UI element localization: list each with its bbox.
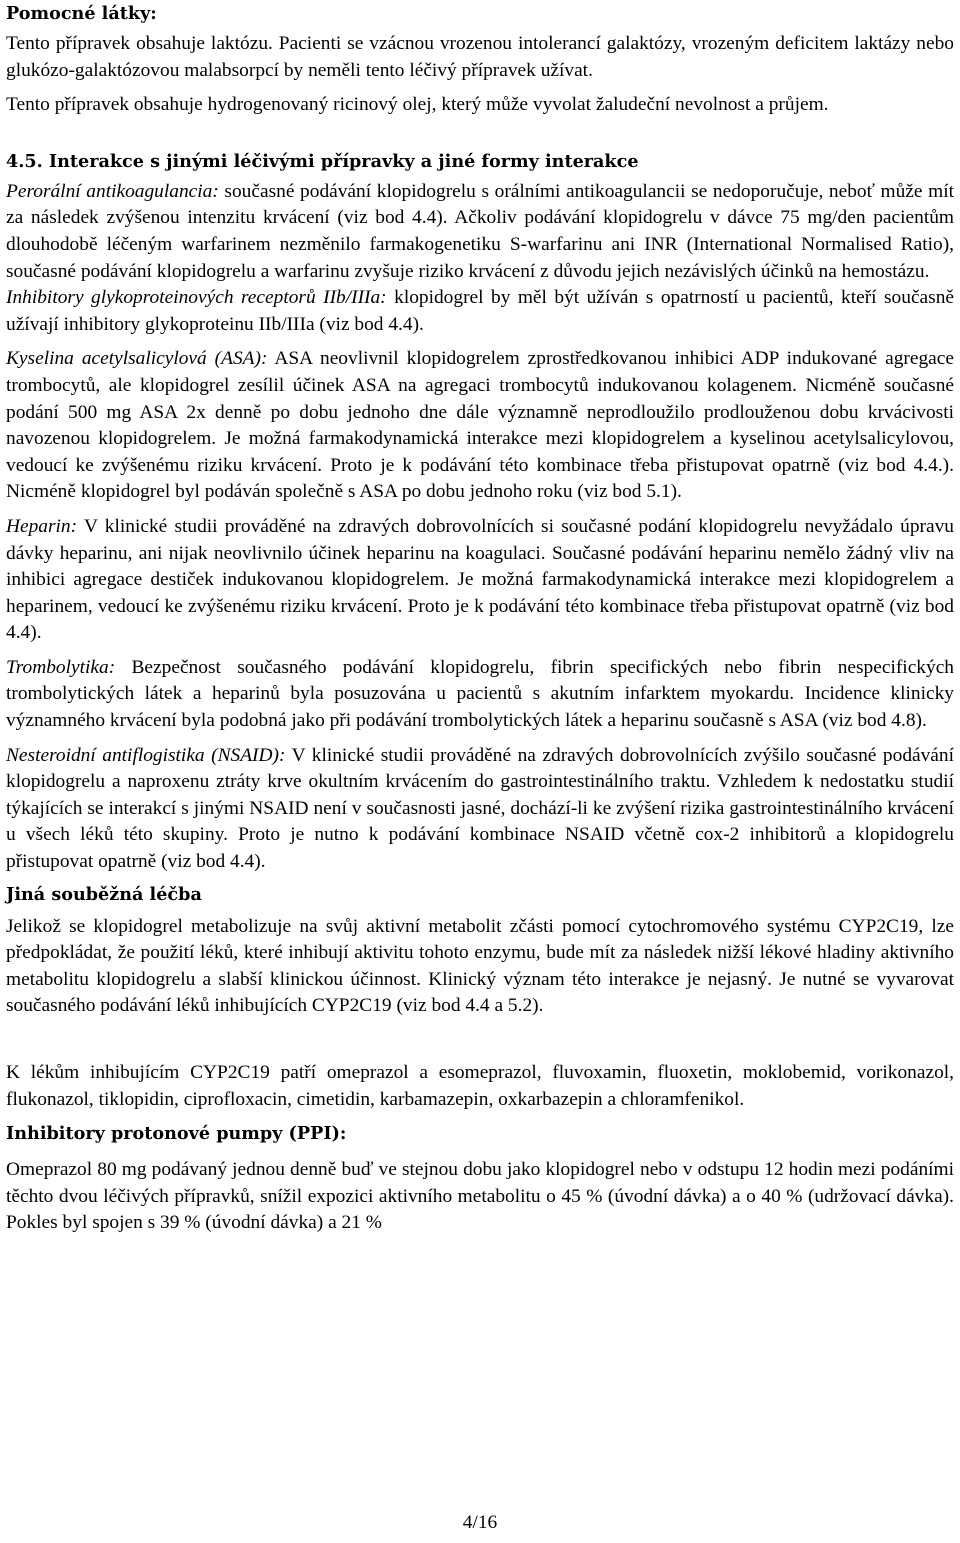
label-gp-inhibitors: Inhibitory glykoproteinových receptorů IIb/IIIa: — [6, 287, 387, 309]
paragraph-nsaid — [6, 743, 954, 876]
paragraph-gp-inhibitors — [6, 285, 954, 338]
label-nsaid: Nesteroidní antiflogistika (NSAID): — [6, 744, 286, 766]
section-heading-other-treatment: Jiná souběžná léčba — [6, 883, 202, 905]
text-heparin: V klinické studii prováděné na zdravých dobrovolnících si současné podání klopidogrelu nevyžádalo úpravu dávky heparinu, ani nijak neovlivnilo účinek heparinu na koagulaci. Současné podávání heparinu nemělo žádný vliv na inhibici agregace destiček indukovanou klopidogrelem. Je možná farmakodynamická interakce mezi klopidogrelem a heparinem, vedoucí ke zvýšenému riziku krvácení. Proto je k podávání této kombinace třeba přistupovat opatrně (viz bod 4.4). — [6, 515, 954, 644]
paragraph-heparin — [6, 514, 954, 647]
text-anticoagulants: současné podávání klopidogrelu s orálními antikoagulancii se nedoporučuje, neboť může mít za následek zvýšenou intenzitu krvácení (viz bod 4.4). Ačkoliv podávání klopidogrelu v dávce 75 mg/den pacientům dlouhodobě léčeným warfarinem nezměnilo farmakogenetiku S-warfarinu ani INR (International Normalised Ratio), současné podávání klopidogrelu a warfarinu zvyšuje riziko krvácení z důvodu jejich nezávislých účinků na hemostázu. — [6, 180, 954, 282]
text-thrombolytics: Bezpečnost současného podávání klopidogrelu, fibrin specifických nebo fibrin nespecifických trombolytických látek a heparinů byla posuzována u pacientů s akutním infarktem myokardu. Incidence klinicky významného krvácení byla podobná jako při podávání trombolytických látek a heparinu současně s ASA (viz bod 4.8). — [6, 656, 954, 732]
label-heparin: Heparin: — [6, 515, 78, 537]
paragraph-asa — [6, 346, 954, 506]
label-thrombolytics: Trombolytika: — [6, 656, 116, 678]
label-asa: Kyselina acetylsalicylová (ASA): — [6, 348, 268, 370]
paragraph-thrombolytics — [6, 655, 954, 735]
page-number: 4/16 — [462, 1512, 498, 1533]
text-gp-inhibitors: klopidogrel by měl být užíván s opatrností u pacientů, kteří současně užívají inhibitory glykoproteinu IIb/IIIa (viz bod 4.4). — [6, 287, 955, 335]
text-asa: ASA neovlivnil klopidogrelem zprostředkovanou inhibici ADP indukované agregace trombocytů, ale klopidogrel zesílil účinek ASA na agregaci trombocytů indukovanou kolagenem. Nicméně současné podání 500 mg ASA 2x denně po dobu jednoho dne dále významně neprodloužilo prodlouženou dobu krvácivosti navozenou klopidogrelem. Je možná farmakodynamická interakce mezi klopidogrelem a kyselinou acetylsalicylovou, vedoucí ke zvýšenému riziku krvácení. Proto je k podávání této kombinace třeba přistupovat opatrně (viz bod 4.4.). Nicméně klopidogrel byl podáván společně s ASA po dobu jednoho roku (viz bod 5.1). — [6, 348, 954, 503]
document-page — [6, 0, 954, 1237]
paragraph-cyp2c19-inhibitors: K lékům inhibujícím CYP2C19 patří omeprazol a esomeprazol, fluvoxamin, fluoxetin, moklobemid, vorikonazol, flukonazol, tiklopidin, ciprofloxacin, cimetidin, karbamazepin, oxkarbazepin a chloramfenikol. — [6, 1062, 954, 1110]
paragraph-cyp2c19: Jelikož se klopidogrel metabolizuje na svůj aktivní metabolit zčásti pomocí cytochromového systému CYP2C19, lze předpokládat, že použití léků, které inhibují aktivitu tohoto enzymu, bude mít za následek nižší lékové hladiny aktivního metabolitu klopidogrelu a slabší klinickou účinnost. Klinický význam této interakce je nejasný. Je nutné se vyvarovat současného podávání léků inhibujících CYP2C19 (viz bod 4.4 a 5.2). — [6, 915, 954, 1017]
paragraph-lactose: Tento přípravek obsahuje laktózu. Pacienti se vzácnou vrozenou intolerancí galaktózy, vrozeným deficitem laktázy nebo glukózo-galaktózovou malabsorpcí by neměli tento léčivý přípravek užívat. — [6, 33, 954, 81]
paragraph-castor-oil: Tento přípravek obsahuje hydrogenovaný ricinový olej, který může vyvolat žaludeční nevolnost a průjem. — [6, 94, 829, 116]
section-heading-excipients: Pomocné látky: — [6, 3, 157, 24]
section-heading-interactions: 4.5. Interakce s jinými léčivými přípravky a jiné formy interakce — [6, 150, 639, 172]
text-nsaid: V klinické studii prováděné na zdravých dobrovolnících zvýšilo současné podávání klopidogrelu a naproxenu ztráty krve okultním krvácením do gastrointestinálního traktu. Vzhledem k nedostatku studií týkajících se interakcí s jinými NSAID není v současnosti jasné, dochází-li ke zvýšení rizika gastrointestinálního krvácení u všech léků této skupiny. Proto je nutno k podávání kombinace NSAID včetně cox-2 inhibitorů a klopidogrelu přistupovat opatrně (viz bod 4.4). — [6, 744, 954, 873]
label-anticoagulants: Perorální antikoagulancia: — [6, 180, 219, 202]
section-heading-ppi: Inhibitory protonové pumpy (PPI): — [6, 1123, 347, 1145]
paragraph-anticoagulants — [6, 179, 954, 285]
paragraph-omeprazole: Omeprazol 80 mg podávaný jednou denně buď ve stejnou dobu jako klopidogrel nebo v odstupu 12 hodin mezi podáními těchto dvou léčivých přípravků, snížil expozici aktivního metabolitu o 45 % (úvodní dávka) a o 40 % (udržovací dávka). Pokles byl spojen s 39 % (úvodní dávka) a 21 % — [6, 1159, 954, 1234]
